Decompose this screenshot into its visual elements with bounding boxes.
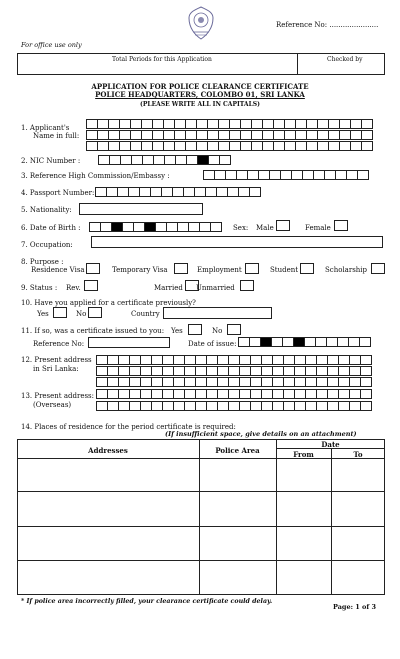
purpose-residence-label: Residence Visa [31, 266, 85, 274]
sex-label: Sex: [233, 224, 249, 232]
to-header: To [353, 450, 363, 459]
purpose-temporary-label: Temporary Visa [112, 266, 168, 274]
purpose-temporary-checkbox[interactable] [174, 263, 188, 274]
address-overseas-label: 13. Present address: [21, 392, 95, 400]
name-grid-row3[interactable] [86, 141, 373, 151]
char-box[interactable] [361, 119, 373, 129]
dob-grid[interactable] [89, 222, 222, 232]
nic-grid[interactable] [98, 155, 231, 165]
char-box[interactable] [359, 337, 371, 347]
occupation-field[interactable] [91, 236, 383, 248]
address-sl-label-2: in Sri Lanka: [33, 365, 79, 373]
status-rev-checkbox[interactable] [84, 280, 98, 291]
address-sl-grid-row2[interactable] [96, 366, 372, 376]
char-box[interactable] [219, 155, 231, 165]
nationality-field[interactable] [79, 203, 203, 215]
office-use-label: For office use only [21, 41, 82, 49]
female-checkbox[interactable] [334, 220, 348, 231]
q10-yes-checkbox[interactable] [53, 307, 67, 318]
reference-no-field[interactable] [88, 337, 170, 348]
char-box[interactable] [360, 401, 372, 411]
male-checkbox[interactable] [276, 220, 290, 231]
address-sl-label: 12. Present address [21, 356, 92, 364]
female-label: Female [305, 224, 331, 232]
total-periods-label: Total Periods for this Application [112, 56, 212, 63]
form-title: APPLICATION FOR POLICE CLEARANCE CERTIFICATE [91, 82, 309, 91]
address-overseas-grid-row2[interactable] [96, 401, 372, 411]
police-emblem-icon [187, 6, 215, 40]
purpose-scholarship-label: Scholarship [325, 266, 368, 274]
occupation-label: 7. Occupation: [21, 241, 73, 249]
q11-yes-checkbox[interactable] [188, 324, 202, 335]
char-box[interactable] [360, 389, 372, 399]
status-unmarried-checkbox[interactable] [240, 280, 254, 291]
char-box[interactable] [357, 170, 369, 180]
char-box[interactable] [360, 355, 372, 365]
status-rev-label: Rev. [66, 284, 81, 292]
q11-no-label: No [212, 327, 223, 335]
purpose-scholarship-checkbox[interactable] [371, 263, 385, 274]
name-grid-row1[interactable] [86, 119, 373, 129]
nic-label: 2. NIC Number : [21, 157, 81, 165]
table-cell-address-1[interactable] [18, 459, 199, 491]
status-label: 9. Status : [21, 284, 58, 292]
addresses-header: Addresses [88, 446, 128, 455]
address-overseas-grid-row1[interactable] [96, 389, 372, 399]
nationality-label: 5. Nationality: [21, 206, 72, 214]
char-box[interactable] [361, 141, 373, 151]
char-box[interactable] [361, 130, 373, 140]
q11-yes-label: Yes [171, 327, 183, 335]
footer-note: * If police area incorrectly filled, your clearance certificate could delay. [21, 598, 273, 605]
certificate-issued-label: 11. If so, was a certificate issued to you: [21, 327, 165, 335]
address-sl-grid-row1[interactable] [96, 355, 372, 365]
capitals-instruction: (PLEASE WRITE ALL IN CAPITALS) [140, 101, 260, 108]
passport-label: 4. Passport Number: [21, 189, 95, 197]
purpose-residence-checkbox[interactable] [86, 263, 100, 274]
embassy-label: 3. Reference High Commission/Embassy : [21, 172, 170, 180]
date-header: Date [321, 440, 340, 449]
embassy-grid[interactable] [203, 170, 369, 180]
from-header: From [293, 450, 314, 459]
country-field[interactable] [163, 307, 272, 319]
q10-no-checkbox[interactable] [88, 307, 102, 318]
status-married-label: Married [154, 284, 183, 292]
date-of-issue-label: Date of issue: [188, 340, 237, 348]
char-box[interactable] [249, 187, 261, 197]
male-label: Male [256, 224, 274, 232]
applicant-name-label: 1. Applicant's [21, 124, 70, 132]
date-of-issue-grid[interactable] [238, 337, 371, 347]
table-cell-address-4[interactable] [18, 561, 199, 594]
char-box[interactable] [360, 377, 372, 387]
checked-by-label: Checked by [327, 56, 363, 63]
address-sl-grid-row3[interactable] [96, 377, 372, 387]
status-unmarried-label: Unmarried [196, 284, 235, 292]
reference-number-label: Reference No: ...................... [276, 21, 379, 29]
country-label: Country [131, 310, 160, 318]
form-subtitle: POLICE HEADQUARTERS, COLOMBO 01, SRI LANKA [95, 90, 305, 99]
q10-no-label: No [76, 310, 87, 318]
table-cell-address-3[interactable] [18, 527, 199, 560]
residence-places-label: 14. Places of residence for the period certificate is required: [21, 423, 236, 431]
name-grid-row2[interactable] [86, 130, 373, 140]
passport-grid[interactable] [95, 187, 261, 197]
applicant-name-label-2: Name in full: [33, 132, 80, 140]
q10-yes-label: Yes [37, 310, 49, 318]
purpose-employment-checkbox[interactable] [245, 263, 259, 274]
q11-no-checkbox[interactable] [227, 324, 241, 335]
dob-label: 6. Date of Birth : [21, 224, 81, 232]
police-area-header: Police Area [215, 446, 260, 455]
reference-no-label: Reference No: [33, 340, 85, 348]
char-box[interactable] [360, 366, 372, 376]
purpose-student-checkbox[interactable] [300, 263, 314, 274]
address-overseas-label-2: (Overseas) [33, 401, 72, 409]
purpose-student-label: Student [270, 266, 299, 274]
purpose-label: 8. Purpose : [21, 258, 64, 266]
page-number: Page: 1 of 3 [333, 603, 376, 611]
attachment-note: (If insufficient space, give details on an attachment) [165, 430, 357, 438]
previous-certificate-label: 10. Have you applied for a certificate previously? [21, 299, 196, 307]
purpose-employment-label: Employment [197, 266, 242, 274]
char-box[interactable] [210, 222, 222, 232]
table-cell-address-2[interactable] [18, 492, 199, 526]
